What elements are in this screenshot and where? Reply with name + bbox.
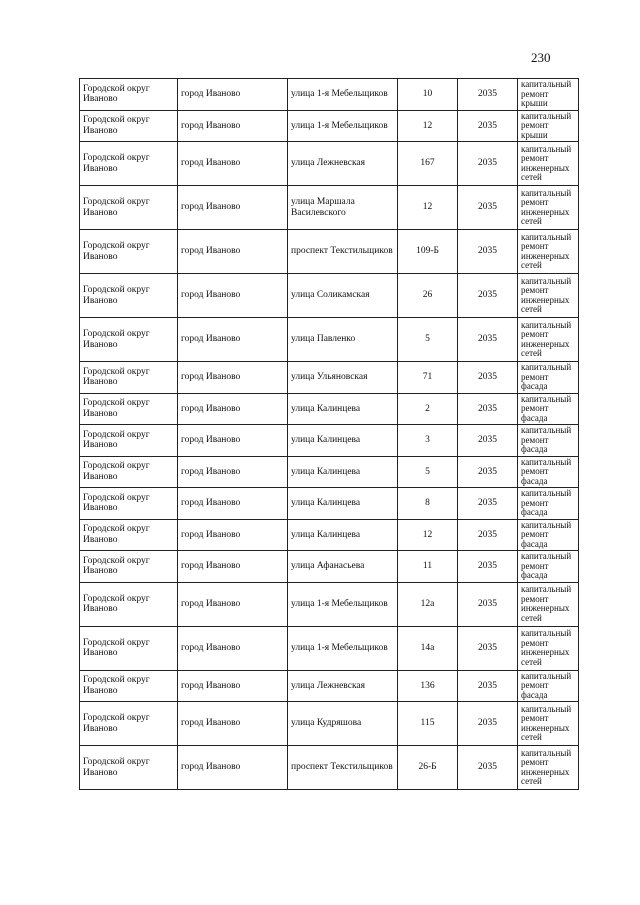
year-cell: 2035 xyxy=(458,425,518,457)
street-cell: улица Лежневская xyxy=(288,142,398,186)
table-body xyxy=(80,79,579,790)
street-cell: улица 1-я Мебельщиков xyxy=(288,626,398,670)
year-cell: 2035 xyxy=(458,110,518,142)
street-cell: улица 1-я Мебельщиков xyxy=(288,582,398,626)
year-cell: 2035 xyxy=(458,274,518,318)
street-cell: улица Маршала Василевского xyxy=(288,186,398,230)
street-cell: улица Калинцева xyxy=(288,519,398,551)
municipality-cell: Городской округ Иваново xyxy=(80,186,178,230)
municipality-cell: Городской округ Иваново xyxy=(80,626,178,670)
municipality-cell: Городской округ Иваново xyxy=(80,456,178,488)
house-number-cell: 5 xyxy=(398,318,458,362)
house-number-cell: 12 xyxy=(398,519,458,551)
page-number: 230 xyxy=(531,50,551,65)
work-type-cell: капитальный ремонт фасада xyxy=(518,425,579,457)
work-type-cell: капитальный ремонт фасада xyxy=(518,670,579,702)
municipality-cell: Городской округ Иваново xyxy=(80,519,178,551)
street-cell: улица Калинцева xyxy=(288,488,398,520)
work-type-cell: капитальный ремонт инженерных сетей xyxy=(518,626,579,670)
house-number-cell: 26 xyxy=(398,274,458,318)
table-row xyxy=(80,519,579,551)
house-number-cell: 26-Б xyxy=(398,746,458,790)
street-cell: проспект Текстильщиков xyxy=(288,230,398,274)
house-number-cell: 2 xyxy=(398,393,458,425)
municipality-cell: Городской округ Иваново xyxy=(80,582,178,626)
city-cell: город Иваново xyxy=(178,230,288,274)
table-row xyxy=(80,702,579,746)
work-type-cell: капитальный ремонт фасада xyxy=(518,393,579,425)
city-cell: город Иваново xyxy=(178,626,288,670)
municipality-cell: Городской округ Иваново xyxy=(80,488,178,520)
city-cell: город Иваново xyxy=(178,425,288,457)
municipality-cell: Городской округ Иваново xyxy=(80,425,178,457)
year-cell: 2035 xyxy=(458,318,518,362)
year-cell: 2035 xyxy=(458,393,518,425)
work-type-cell: капитальный ремонт фасада xyxy=(518,362,579,394)
house-number-cell: 167 xyxy=(398,142,458,186)
municipality-cell: Городской округ Иваново xyxy=(80,746,178,790)
city-cell: город Иваново xyxy=(178,519,288,551)
municipality-cell: Городской округ Иваново xyxy=(80,702,178,746)
table-row xyxy=(80,425,579,457)
table-row xyxy=(80,230,579,274)
city-cell: город Иваново xyxy=(178,110,288,142)
street-cell: улица Калинцева xyxy=(288,456,398,488)
municipality-cell: Городской округ Иваново xyxy=(80,110,178,142)
street-cell: улица Ульяновская xyxy=(288,362,398,394)
year-cell: 2035 xyxy=(458,519,518,551)
year-cell: 2035 xyxy=(458,362,518,394)
city-cell: город Иваново xyxy=(178,393,288,425)
house-number-cell: 12а xyxy=(398,582,458,626)
city-cell: город Иваново xyxy=(178,670,288,702)
work-type-cell: капитальный ремонт фасада xyxy=(518,551,579,583)
table-row xyxy=(80,488,579,520)
municipality-cell: Городской округ Иваново xyxy=(80,142,178,186)
year-cell: 2035 xyxy=(458,626,518,670)
city-cell: город Иваново xyxy=(178,142,288,186)
work-type-cell: капитальный ремонт инженерных сетей xyxy=(518,746,579,790)
table-row xyxy=(80,626,579,670)
house-number-cell: 12 xyxy=(398,110,458,142)
house-number-cell: 136 xyxy=(398,670,458,702)
house-number-cell: 3 xyxy=(398,425,458,457)
table-row xyxy=(80,582,579,626)
table-row xyxy=(80,456,579,488)
street-cell: улица 1-я Мебельщиков xyxy=(288,110,398,142)
work-type-cell: капитальный ремонт крыши xyxy=(518,79,579,111)
city-cell: город Иваново xyxy=(178,186,288,230)
year-cell: 2035 xyxy=(458,582,518,626)
house-number-cell: 109-Б xyxy=(398,230,458,274)
work-type-cell: капитальный ремонт фасада xyxy=(518,519,579,551)
municipality-cell: Городской округ Иваново xyxy=(80,393,178,425)
table-row xyxy=(80,746,579,790)
municipality-cell: Городской округ Иваново xyxy=(80,79,178,111)
work-type-cell: капитальный ремонт инженерных сетей xyxy=(518,702,579,746)
municipality-cell: Городской округ Иваново xyxy=(80,318,178,362)
municipality-cell: Городской округ Иваново xyxy=(80,274,178,318)
table-row xyxy=(80,551,579,583)
work-type-cell: капитальный ремонт фасада xyxy=(518,456,579,488)
city-cell: город Иваново xyxy=(178,274,288,318)
house-number-cell: 5 xyxy=(398,456,458,488)
house-number-cell: 14а xyxy=(398,626,458,670)
city-cell: город Иваново xyxy=(178,702,288,746)
house-number-cell: 71 xyxy=(398,362,458,394)
table-row xyxy=(80,79,579,111)
year-cell: 2035 xyxy=(458,670,518,702)
street-cell: проспект Текстильщиков xyxy=(288,746,398,790)
municipality-cell: Городской округ Иваново xyxy=(80,362,178,394)
work-type-cell: капитальный ремонт инженерных сетей xyxy=(518,318,579,362)
table-row xyxy=(80,110,579,142)
year-cell: 2035 xyxy=(458,79,518,111)
work-type-cell: капитальный ремонт инженерных сетей xyxy=(518,142,579,186)
year-cell: 2035 xyxy=(458,142,518,186)
table-row xyxy=(80,393,579,425)
year-cell: 2035 xyxy=(458,230,518,274)
work-type-cell: капитальный ремонт инженерных сетей xyxy=(518,186,579,230)
municipality-cell: Городской округ Иваново xyxy=(80,670,178,702)
city-cell: город Иваново xyxy=(178,362,288,394)
city-cell: город Иваново xyxy=(178,456,288,488)
year-cell: 2035 xyxy=(458,186,518,230)
city-cell: город Иваново xyxy=(178,79,288,111)
city-cell: город Иваново xyxy=(178,582,288,626)
work-type-cell: капитальный ремонт инженерных сетей xyxy=(518,230,579,274)
year-cell: 2035 xyxy=(458,488,518,520)
table-row xyxy=(80,670,579,702)
work-type-cell: капитальный ремонт инженерных сетей xyxy=(518,582,579,626)
table-row xyxy=(80,362,579,394)
street-cell: улица Калинцева xyxy=(288,425,398,457)
municipality-cell: Городской округ Иваново xyxy=(80,230,178,274)
repair-schedule-table xyxy=(79,78,579,790)
house-number-cell: 8 xyxy=(398,488,458,520)
year-cell: 2035 xyxy=(458,551,518,583)
work-type-cell: капитальный ремонт фасада xyxy=(518,488,579,520)
municipality-cell: Городской округ Иваново xyxy=(80,551,178,583)
street-cell: улица Калинцева xyxy=(288,393,398,425)
year-cell: 2035 xyxy=(458,456,518,488)
year-cell: 2035 xyxy=(458,702,518,746)
city-cell: город Иваново xyxy=(178,551,288,583)
street-cell: улица Афанасьева xyxy=(288,551,398,583)
street-cell: улица Павленко xyxy=(288,318,398,362)
work-type-cell: капитальный ремонт крыши xyxy=(518,110,579,142)
table-row xyxy=(80,186,579,230)
street-cell: улица Кудряшова xyxy=(288,702,398,746)
street-cell: улица Лежневская xyxy=(288,670,398,702)
street-cell: улица 1-я Мебельщиков xyxy=(288,79,398,111)
house-number-cell: 11 xyxy=(398,551,458,583)
city-cell: город Иваново xyxy=(178,746,288,790)
work-type-cell: капитальный ремонт инженерных сетей xyxy=(518,274,579,318)
table-row xyxy=(80,142,579,186)
house-number-cell: 10 xyxy=(398,79,458,111)
street-cell: улица Соликамская xyxy=(288,274,398,318)
city-cell: город Иваново xyxy=(178,488,288,520)
table-row xyxy=(80,318,579,362)
year-cell: 2035 xyxy=(458,746,518,790)
table-row xyxy=(80,274,579,318)
city-cell: город Иваново xyxy=(178,318,288,362)
house-number-cell: 12 xyxy=(398,186,458,230)
house-number-cell: 115 xyxy=(398,702,458,746)
